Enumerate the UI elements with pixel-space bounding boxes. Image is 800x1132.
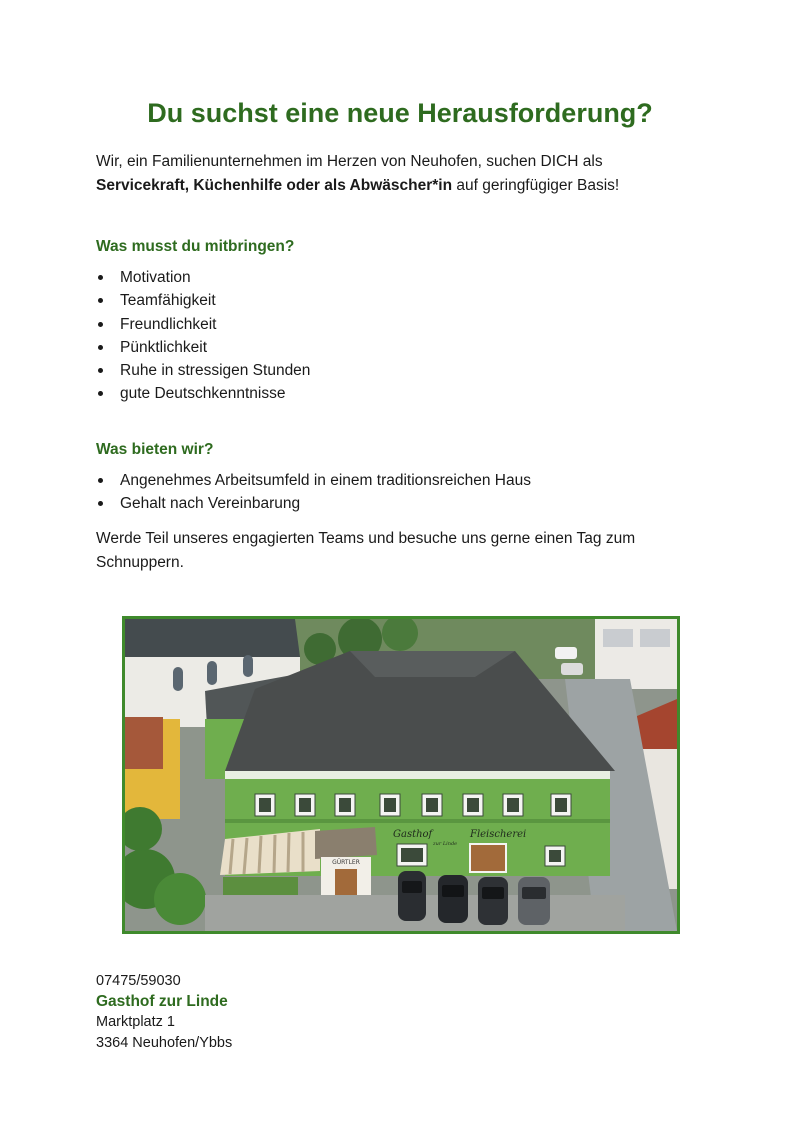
intro-line-1: Wir, ein Familienunternehmen im Herzen von Neuhofen, suchen DICH als <box>96 153 603 170</box>
list-item: Pünktlichkeit <box>96 336 310 359</box>
closing-paragraph <box>96 527 696 575</box>
list-item: Ruhe in stressigen Stunden <box>96 359 310 382</box>
closing-line-1: Werde Teil unseres engagierten Teams und besuche uns gerne einen Tag zum <box>96 530 636 547</box>
phone-number: 07475/59030 <box>96 973 181 989</box>
offers-heading: Was bieten wir? <box>96 441 214 458</box>
intro-positions: Servicekraft, Küchenhilfe oder als Abwäscher*in <box>96 177 453 194</box>
intro-paragraph <box>96 150 716 198</box>
list-item: Teamfähigkeit <box>96 289 310 312</box>
list-item: Angenehmes Arbeitsumfeld in einem traditionsreichen Haus <box>96 469 531 492</box>
closing-line-2: Schnuppern. <box>96 554 184 571</box>
headline: Du suchst eine neue Herausforderung? <box>147 98 653 128</box>
list-item: Gehalt nach Vereinbarung <box>96 492 531 515</box>
list-item: Freundlichkeit <box>96 313 310 336</box>
sign-zur-linde: zur Linde <box>433 841 458 847</box>
requirements-heading: Was musst du mitbringen? <box>96 238 295 255</box>
sign-gasthof: Gasthof <box>393 829 433 840</box>
building-photo <box>122 616 680 934</box>
door-sign: GÜRTLER <box>332 859 360 866</box>
requirements-list <box>96 266 310 406</box>
list-item: gute Deutschkenntnisse <box>96 382 310 405</box>
business-name: Gasthof zur Linde <box>96 992 228 1010</box>
list-item: Motivation <box>96 266 310 289</box>
intro-rest: auf geringfügiger Basis! <box>452 177 620 194</box>
street-address: Marktplatz 1 <box>96 1014 175 1030</box>
building-illustration <box>125 619 677 931</box>
contact-block <box>96 971 232 1053</box>
offers-list <box>96 469 531 516</box>
city-address: 3364 Neuhofen/Ybbs <box>96 1034 233 1051</box>
sign-fleischerei: Fleischerei <box>470 829 527 840</box>
